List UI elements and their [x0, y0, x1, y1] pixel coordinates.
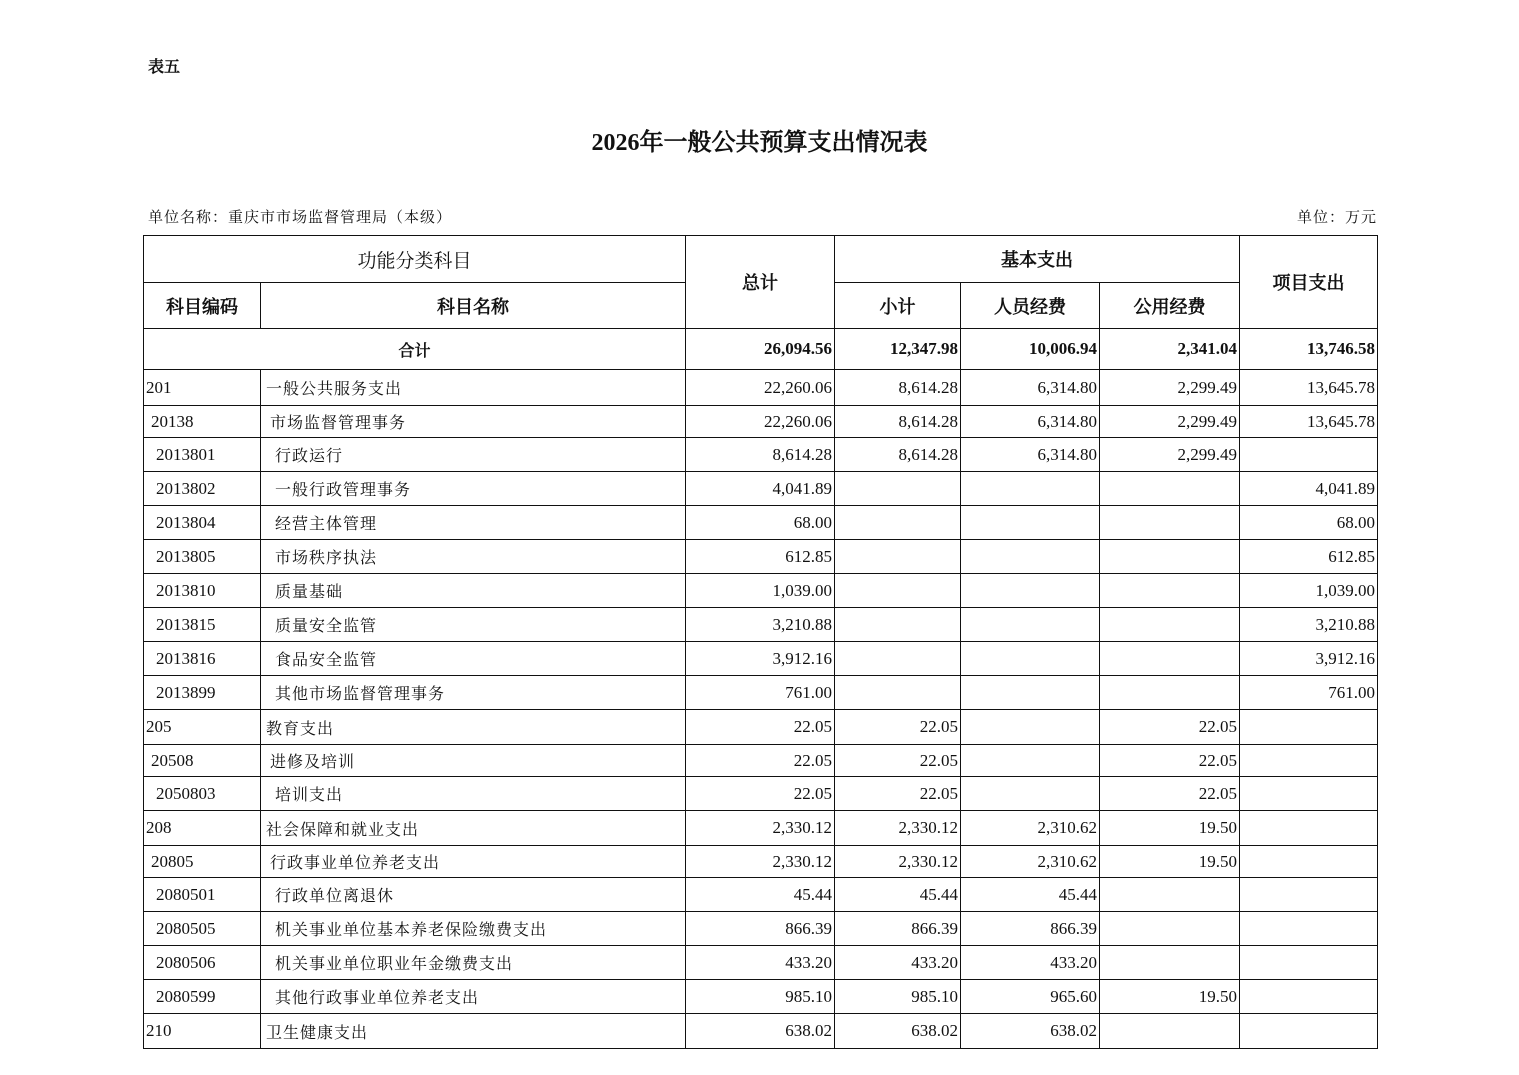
cell-code: 2080501	[144, 878, 261, 912]
total-cell-project: 13,746.58	[1240, 329, 1378, 370]
cell-subtotal: 638.02	[835, 1014, 961, 1049]
cell-subtotal	[835, 574, 961, 608]
cell-name: 行政单位离退休	[261, 878, 686, 912]
cell-subtotal	[835, 608, 961, 642]
cell-code: 210	[144, 1014, 261, 1049]
cell-project	[1240, 777, 1378, 811]
cell-name: 质量基础	[261, 574, 686, 608]
cell-subtotal	[835, 506, 961, 540]
cell-name: 市场监督管理事务	[261, 406, 686, 438]
table-row	[144, 676, 1378, 710]
table-row	[144, 406, 1378, 438]
table-row	[144, 472, 1378, 506]
cell-personnel	[961, 506, 1100, 540]
cell-public	[1100, 642, 1240, 676]
cell-name: 经营主体管理	[261, 506, 686, 540]
cell-public	[1100, 506, 1240, 540]
cell-code: 2080505	[144, 912, 261, 946]
cell-subtotal: 2,330.12	[835, 811, 961, 846]
total-cell-public: 2,341.04	[1100, 329, 1240, 370]
cell-name: 社会保障和就业支出	[261, 811, 686, 846]
header-total: 总计	[686, 236, 835, 329]
budget-table	[143, 235, 1378, 1049]
table-row	[144, 370, 1378, 406]
cell-personnel: 6,314.80	[961, 438, 1100, 472]
header-code: 科目编码	[144, 283, 261, 329]
cell-code: 2013802	[144, 472, 261, 506]
cell-project: 68.00	[1240, 506, 1378, 540]
cell-subtotal: 22.05	[835, 745, 961, 777]
cell-code: 2013801	[144, 438, 261, 472]
cell-total: 433.20	[686, 946, 835, 980]
cell-name: 机关事业单位基本养老保险缴费支出	[261, 912, 686, 946]
table-row	[144, 574, 1378, 608]
table-row	[144, 745, 1378, 777]
cell-subtotal: 22.05	[835, 777, 961, 811]
cell-personnel	[961, 777, 1100, 811]
cell-total: 22.05	[686, 745, 835, 777]
cell-code: 2050803	[144, 777, 261, 811]
cell-public	[1100, 878, 1240, 912]
cell-subtotal	[835, 642, 961, 676]
cell-code: 2013815	[144, 608, 261, 642]
cell-subtotal	[835, 472, 961, 506]
table-row	[144, 878, 1378, 912]
cell-project: 1,039.00	[1240, 574, 1378, 608]
cell-name: 行政事业单位养老支出	[261, 846, 686, 878]
cell-subtotal: 22.05	[835, 710, 961, 745]
cell-project	[1240, 438, 1378, 472]
cell-total: 2,330.12	[686, 811, 835, 846]
cell-name: 进修及培训	[261, 745, 686, 777]
table-row	[144, 946, 1378, 980]
cell-code: 2080599	[144, 980, 261, 1014]
cell-total: 638.02	[686, 1014, 835, 1049]
table-row	[144, 540, 1378, 574]
cell-code: 2013810	[144, 574, 261, 608]
table-row	[144, 1014, 1378, 1049]
cell-personnel: 866.39	[961, 912, 1100, 946]
cell-code: 2013804	[144, 506, 261, 540]
cell-code: 201	[144, 370, 261, 406]
cell-personnel: 638.02	[961, 1014, 1100, 1049]
cell-subtotal: 8,614.28	[835, 406, 961, 438]
cell-total: 22.05	[686, 777, 835, 811]
cell-public: 22.05	[1100, 745, 1240, 777]
cell-total: 8,614.28	[686, 438, 835, 472]
cell-public	[1100, 1014, 1240, 1049]
cell-personnel: 2,310.62	[961, 811, 1100, 846]
cell-name: 一般行政管理事务	[261, 472, 686, 506]
header-basic-expenditure: 基本支出	[835, 236, 1240, 283]
cell-public: 19.50	[1100, 846, 1240, 878]
table-row	[144, 777, 1378, 811]
cell-public: 22.05	[1100, 710, 1240, 745]
header-name: 科目名称	[261, 283, 686, 329]
cell-total: 22,260.06	[686, 370, 835, 406]
cell-personnel: 433.20	[961, 946, 1100, 980]
cell-name: 市场秩序执法	[261, 540, 686, 574]
cell-name: 卫生健康支出	[261, 1014, 686, 1049]
cell-total: 3,912.16	[686, 642, 835, 676]
cell-project: 13,645.78	[1240, 370, 1378, 406]
cell-public	[1100, 946, 1240, 980]
cell-project	[1240, 846, 1378, 878]
cell-personnel	[961, 608, 1100, 642]
cell-code: 20138	[144, 406, 261, 438]
total-row	[144, 329, 1378, 370]
cell-project	[1240, 745, 1378, 777]
header-personnel: 人员经费	[961, 283, 1100, 329]
cell-public	[1100, 608, 1240, 642]
cell-subtotal: 433.20	[835, 946, 961, 980]
cell-personnel	[961, 676, 1100, 710]
cell-total: 985.10	[686, 980, 835, 1014]
cell-project	[1240, 1014, 1378, 1049]
cell-code: 2013816	[144, 642, 261, 676]
cell-personnel: 2,310.62	[961, 846, 1100, 878]
cell-personnel: 965.60	[961, 980, 1100, 1014]
cell-name: 一般公共服务支出	[261, 370, 686, 406]
table-row	[144, 608, 1378, 642]
cell-name: 质量安全监管	[261, 608, 686, 642]
cell-personnel	[961, 472, 1100, 506]
cell-subtotal	[835, 676, 961, 710]
total-cell-subtotal: 12,347.98	[835, 329, 961, 370]
cell-project	[1240, 980, 1378, 1014]
cell-code: 208	[144, 811, 261, 846]
table-row	[144, 642, 1378, 676]
cell-public: 19.50	[1100, 980, 1240, 1014]
cell-subtotal: 2,330.12	[835, 846, 961, 878]
cell-personnel	[961, 574, 1100, 608]
cell-name: 其他行政事业单位养老支出	[261, 980, 686, 1014]
cell-public	[1100, 574, 1240, 608]
cell-public	[1100, 540, 1240, 574]
sheet-label: 表五	[148, 57, 181, 76]
cell-name: 教育支出	[261, 710, 686, 745]
cell-total: 1,039.00	[686, 574, 835, 608]
unit-label: 单位：万元	[1296, 208, 1377, 226]
cell-personnel: 45.44	[961, 878, 1100, 912]
cell-project: 3,912.16	[1240, 642, 1378, 676]
cell-code: 20805	[144, 846, 261, 878]
cell-project	[1240, 912, 1378, 946]
cell-total: 22.05	[686, 710, 835, 745]
cell-subtotal: 45.44	[835, 878, 961, 912]
table-row	[144, 980, 1378, 1014]
cell-project	[1240, 811, 1378, 846]
cell-code: 2013899	[144, 676, 261, 710]
page-title: 2026年一般公共预算支出情况表	[591, 130, 928, 156]
cell-public: 2,299.49	[1100, 406, 1240, 438]
cell-project	[1240, 878, 1378, 912]
header-public: 公用经费	[1100, 283, 1240, 329]
cell-project: 4,041.89	[1240, 472, 1378, 506]
total-cell-total: 26,094.56	[686, 329, 835, 370]
cell-project: 612.85	[1240, 540, 1378, 574]
cell-total: 4,041.89	[686, 472, 835, 506]
cell-code: 20508	[144, 745, 261, 777]
header-subtotal: 小计	[835, 283, 961, 329]
cell-project: 761.00	[1240, 676, 1378, 710]
cell-public: 19.50	[1100, 811, 1240, 846]
unit-name: 单位名称：重庆市市场监督管理局（本级）	[148, 208, 453, 226]
cell-public: 2,299.49	[1100, 438, 1240, 472]
cell-project: 13,645.78	[1240, 406, 1378, 438]
cell-personnel: 6,314.80	[961, 406, 1100, 438]
cell-name: 行政运行	[261, 438, 686, 472]
table-row	[144, 846, 1378, 878]
cell-subtotal: 8,614.28	[835, 370, 961, 406]
total-cell-personnel: 10,006.94	[961, 329, 1100, 370]
table-row	[144, 506, 1378, 540]
cell-code: 205	[144, 710, 261, 745]
cell-project: 3,210.88	[1240, 608, 1378, 642]
cell-personnel	[961, 710, 1100, 745]
cell-personnel	[961, 540, 1100, 574]
cell-personnel	[961, 745, 1100, 777]
table-row	[144, 438, 1378, 472]
cell-total: 45.44	[686, 878, 835, 912]
cell-subtotal: 8,614.28	[835, 438, 961, 472]
cell-total: 3,210.88	[686, 608, 835, 642]
cell-personnel	[961, 642, 1100, 676]
cell-public	[1100, 912, 1240, 946]
table-row	[144, 912, 1378, 946]
cell-subtotal: 985.10	[835, 980, 961, 1014]
table-row	[144, 710, 1378, 745]
cell-public: 2,299.49	[1100, 370, 1240, 406]
cell-public	[1100, 676, 1240, 710]
cell-name: 食品安全监管	[261, 642, 686, 676]
cell-public	[1100, 472, 1240, 506]
cell-name: 其他市场监督管理事务	[261, 676, 686, 710]
header-functional-category: 功能分类科目	[144, 236, 686, 283]
header-project-expenditure: 项目支出	[1240, 236, 1378, 329]
cell-personnel: 6,314.80	[961, 370, 1100, 406]
cell-name: 机关事业单位职业年金缴费支出	[261, 946, 686, 980]
cell-name: 培训支出	[261, 777, 686, 811]
cell-public: 22.05	[1100, 777, 1240, 811]
cell-total: 22,260.06	[686, 406, 835, 438]
cell-subtotal: 866.39	[835, 912, 961, 946]
table-row	[144, 811, 1378, 846]
cell-total: 68.00	[686, 506, 835, 540]
cell-total: 866.39	[686, 912, 835, 946]
cell-total: 761.00	[686, 676, 835, 710]
cell-total: 2,330.12	[686, 846, 835, 878]
total-label: 合计	[144, 329, 686, 370]
cell-project	[1240, 710, 1378, 745]
cell-project	[1240, 946, 1378, 980]
cell-subtotal	[835, 540, 961, 574]
cell-total: 612.85	[686, 540, 835, 574]
cell-code: 2013805	[144, 540, 261, 574]
cell-code: 2080506	[144, 946, 261, 980]
